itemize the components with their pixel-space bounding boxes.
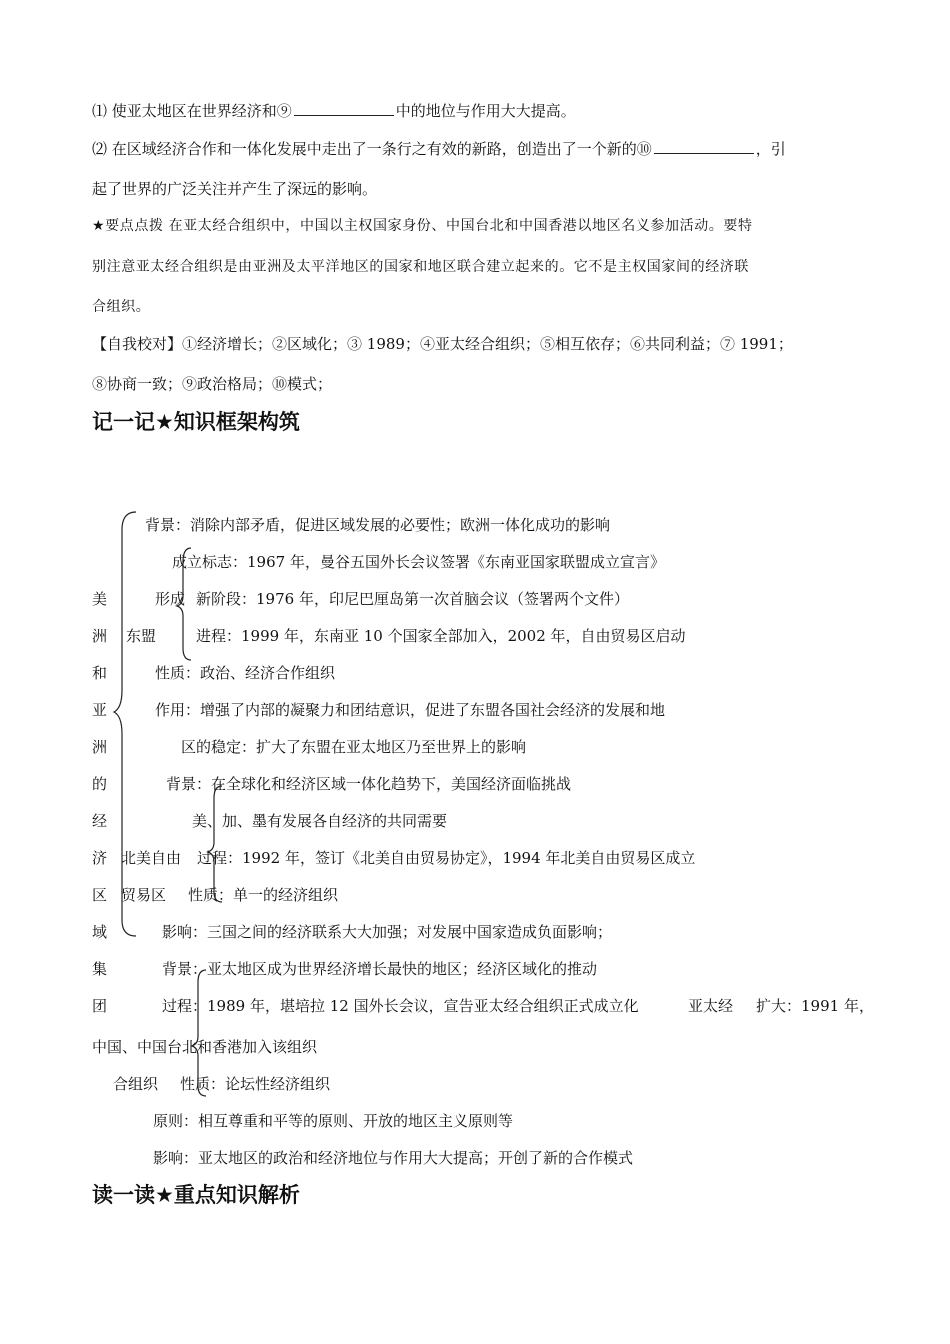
nafta-impact: 影响：三国之间的经济联系大大加强；对发展中国家造成负面影响；	[162, 923, 613, 941]
section-heading-framework: 记一记★知识框架构筑	[92, 410, 300, 434]
intro-item-2	[92, 139, 786, 159]
apec-background: 背景：亚太地区成为世界经济增长最快的地区；经济区域化的推动	[162, 960, 598, 978]
fill-blank-10[interactable]	[654, 139, 754, 154]
vertical-title-char: 的	[92, 775, 108, 793]
nafta-background-2: 美、加、墨有发展各自经济的共同需要	[192, 812, 448, 830]
tip-line-1: ★要点点拨 在亚太经合组织中，中国以主权国家身份、中国台北和中国香港以地区名义参加活动。要特	[92, 218, 753, 234]
asean-role-2: 区的稳定：扩大了东盟在亚太地区乃至世界上的影响	[181, 738, 527, 756]
nafta-nature: 性质：单一的经济组织	[188, 886, 339, 904]
intro-item-2-continued: 起了世界的广泛关注并产生了深远的影响。	[92, 180, 378, 198]
vertical-title-char: 济	[92, 849, 108, 867]
asean-process: 进程：1999 年，东南亚 10 个国家全部加入，2002 年，自由贸易区启动	[196, 627, 686, 645]
asean-founding: 成立标志：1967 年，曼谷五国外长会议签署《东南亚国家联盟成立宣言》	[172, 553, 665, 571]
asean-new-stage: 新阶段：1976 年，印尼巴厘岛第一次首脑会议（签署两个文件）	[196, 590, 629, 608]
asean-role-1: 作用：增强了内部的凝聚力和团结意识，促进了东盟各国社会经济的发展和地	[155, 701, 666, 719]
apec-label-2: 合组织	[113, 1075, 159, 1093]
intro-item-2-text: ⑵ 在区域经济合作和一体化发展中走出了一条行之有效的新路，创造出了一个新的⑩	[92, 140, 652, 158]
asean-formation-label: 形成	[155, 590, 186, 608]
nafta-process: 过程：1992 年，签订《北美自由贸易协定》，1994 年北美自由贸易区成立	[197, 849, 696, 867]
vertical-title-char: 亚	[92, 701, 108, 719]
apec-impact: 影响：亚太地区的政治和经济地位与作用大大提高；开创了新的合作模式	[153, 1149, 634, 1167]
apec-principle: 原则：相互尊重和平等的原则、开放的地区主义原则等	[153, 1112, 514, 1130]
intro-item-2-tail: ，引	[755, 140, 786, 158]
asean-background: 背景：消除内部矛盾，促进区域发展的必要性；欧洲一体化成功的影响	[145, 516, 611, 534]
nafta-label-1: 北美自由	[121, 849, 182, 867]
asean-label: 东盟	[126, 627, 157, 645]
vertical-title-char: 域	[92, 923, 108, 941]
vertical-title-char: 洲	[92, 738, 108, 756]
vertical-title-char: 和	[92, 664, 108, 682]
vertical-title-char: 集	[92, 960, 108, 978]
apec-label-1: 亚太经	[688, 997, 734, 1015]
answers-line-2: ⑧协商一致；⑨政治格局；⑩模式；	[92, 375, 333, 393]
vertical-title-char: 美	[92, 590, 108, 608]
apec-nature: 性质：论坛性经济组织	[180, 1075, 331, 1093]
intro-item-1-text: ⑴ 使亚太地区在世界经济和⑨	[92, 102, 292, 120]
apec-process: 过程：1989 年，堪培拉 12 国外长会议，宣告亚太经合组织正式成立化	[162, 997, 639, 1015]
answers-line-1: 【自我校对】①经济增长；②区域化；③ 1989；④亚太经合组织；⑤相互依存；⑥共同利益；⑦ 1991；	[92, 335, 793, 353]
apec-expand-continued: 中国、中国台北和香港加入该组织	[92, 1038, 318, 1056]
vertical-title-char: 经	[92, 812, 108, 830]
nafta-label-2: 贸易区	[121, 886, 167, 904]
apec-expand: 扩大：1991 年，	[756, 997, 874, 1015]
intro-item-1	[92, 101, 576, 121]
section-heading-analysis: 读一读★重点知识解析	[92, 1183, 300, 1207]
nafta-background-1: 背景：在全球化和经济区域一体化趋势下，美国经济面临挑战	[166, 775, 572, 793]
main-brace	[114, 512, 136, 936]
intro-item-1-tail: 中的地位与作用大大提高。	[395, 102, 576, 120]
tip-line-2: 别注意亚太经合组织是由亚洲及太平洋地区的国家和地区联合建立起来的。它不是主权国家间的经济联	[92, 259, 749, 275]
fill-blank-9[interactable]	[294, 101, 394, 116]
vertical-title-char: 区	[92, 886, 108, 904]
vertical-title-char: 洲	[92, 627, 108, 645]
tip-line-3: 合组织。	[92, 299, 151, 315]
vertical-title-char: 团	[92, 997, 108, 1015]
asean-nature: 性质：政治、经济合作组织	[155, 664, 336, 682]
